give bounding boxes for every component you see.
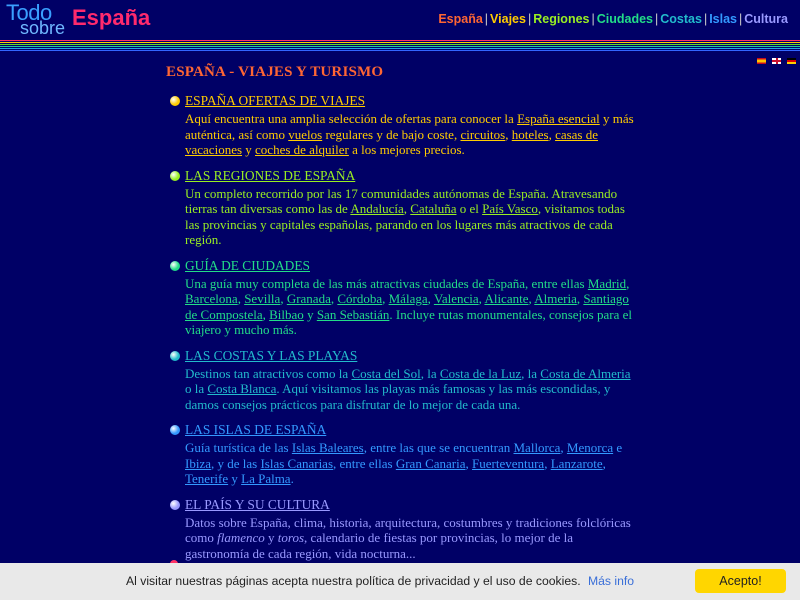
nav-separator: | <box>655 12 659 26</box>
body-text: , <box>602 455 606 471</box>
nav-separator: | <box>739 12 743 26</box>
inline-link[interactable]: Costa Blanca <box>207 381 277 396</box>
cookie-more-info-link[interactable]: Más info <box>587 574 635 588</box>
inline-link[interactable]: Tenerife <box>185 471 229 486</box>
body-text: y <box>242 142 256 157</box>
bullet-icon <box>170 351 180 361</box>
inline-link[interactable]: Alicante <box>484 291 529 306</box>
body-text: , la <box>521 365 541 381</box>
nav-link-islas[interactable]: Islas <box>709 12 737 26</box>
body-text: Datos sobre España, clima, historia, arquitectura, costumbres y tradiciones folclóricas como <box>185 514 631 545</box>
section-regiones <box>166 167 636 248</box>
header-stripe <box>0 44 800 45</box>
section-description <box>185 276 636 338</box>
inline-link[interactable]: casas de vacaciones <box>185 126 599 157</box>
nav-link-ciudades[interactable]: Ciudades <box>596 12 653 26</box>
bullet-icon <box>170 261 180 271</box>
body-text: regulares y de bajo coste, <box>322 126 461 142</box>
body-text: , <box>505 126 512 142</box>
logo-text-todo: Todo <box>6 0 52 25</box>
body-text: , entre las que se encuentran <box>363 440 514 455</box>
nav-link-españa[interactable]: España <box>438 12 483 26</box>
header-stripe <box>0 40 800 41</box>
body-text: , <box>560 440 567 455</box>
nav-link-regiones[interactable]: Regiones <box>533 12 590 26</box>
inline-link[interactable]: Santiago de Compostela <box>185 291 629 322</box>
body-text: , <box>427 291 434 306</box>
section-list <box>166 92 636 561</box>
body-text: y <box>303 306 317 322</box>
language-flags <box>757 58 796 64</box>
inline-link[interactable]: Fuerteventura <box>472 455 545 471</box>
section-description <box>185 186 636 248</box>
inline-link[interactable]: circuitos <box>460 126 506 142</box>
inline-link[interactable]: San Sebastián <box>316 306 390 322</box>
section-islas <box>166 421 636 487</box>
body-text: , <box>478 291 485 306</box>
inline-link[interactable]: Costa de Almeria <box>540 365 631 381</box>
body-text: y <box>228 471 242 486</box>
inline-link[interactable]: Andalucía <box>350 201 404 216</box>
inline-link[interactable]: Granada <box>286 291 331 306</box>
inline-link[interactable]: Málaga <box>388 291 428 306</box>
body-text: , <box>280 291 287 306</box>
inline-link[interactable]: Lanzarote <box>550 455 603 471</box>
inline-link[interactable]: Cataluña <box>410 201 457 216</box>
nav-separator: | <box>484 12 489 26</box>
body-text: Aquí encuentra una amplia selección de ofertas para conocer la <box>185 111 518 126</box>
nav-link-costas[interactable]: Costas <box>660 12 702 26</box>
header-stripe <box>0 42 800 43</box>
page-title: ESPAÑA - VIAJES Y TURISMO <box>166 64 384 80</box>
inline-link[interactable]: Barcelona <box>185 291 238 306</box>
body-text: , <box>237 291 245 306</box>
body-text: , la <box>420 365 440 381</box>
body-text: , <box>626 275 630 291</box>
body-text: , entre ellas <box>333 455 396 471</box>
section-description <box>185 440 636 487</box>
header-stripes <box>0 40 800 50</box>
cookie-message <box>126 574 634 588</box>
section-costas <box>166 347 636 413</box>
inline-link[interactable]: Valencia <box>433 291 479 306</box>
body-text: . Incluye rutas monumentales, consejos para el viajero y mucho más. <box>185 306 632 337</box>
bullet-icon <box>170 425 180 435</box>
flag-es-icon[interactable] <box>757 58 766 64</box>
inline-link[interactable]: coches de alquiler <box>255 142 349 157</box>
section-description <box>185 366 636 413</box>
emphasis-text: flamenco <box>217 530 265 545</box>
section-viajes <box>166 92 636 158</box>
body-text: , visitamos todas las provincias y capitales españolas, parando en los lugares más atractivos de cada región. <box>185 201 625 247</box>
inline-link[interactable]: España esencial <box>517 111 600 126</box>
section-description <box>185 111 636 158</box>
nav-link-cultura[interactable]: Cultura <box>744 12 788 26</box>
body-text: , <box>465 455 472 471</box>
body-text: , <box>544 455 551 471</box>
inline-link[interactable]: Ibiza <box>185 455 211 471</box>
section-title-link[interactable]: ESPAÑA OFERTAS DE VIAJES <box>185 93 366 108</box>
body-text: Destinos tan atractivos como la <box>185 365 352 381</box>
logo-text-sobre: sobre <box>20 18 66 38</box>
header-stripe <box>0 50 800 51</box>
body-text: , <box>576 291 584 306</box>
body-text: , <box>262 306 270 322</box>
body-text: , y de las <box>210 455 261 471</box>
body-text: , <box>382 291 389 306</box>
body-text: y <box>264 530 278 545</box>
body-text: a los mejores precios. <box>348 142 465 157</box>
bullet-icon <box>170 171 180 181</box>
body-text: e <box>613 440 623 455</box>
inline-link[interactable]: Mallorca <box>513 440 561 455</box>
body-text: y más auténtica, así como <box>185 111 634 142</box>
bullet-icon <box>170 96 180 106</box>
cookie-banner <box>0 563 800 600</box>
flag-de-icon[interactable] <box>787 58 796 64</box>
body-text: o el <box>456 201 483 216</box>
nav-separator: | <box>703 12 708 26</box>
nav-link-viajes[interactable]: Viajes <box>490 12 526 26</box>
inline-link[interactable]: Almeria <box>534 291 577 306</box>
main-content <box>166 64 636 570</box>
inline-link[interactable]: Islas Canarias <box>260 455 334 471</box>
inline-link[interactable]: Gran Canaria <box>395 455 466 471</box>
inline-link[interactable]: Islas Baleares <box>291 440 364 455</box>
bullet-icon <box>170 500 180 510</box>
section-cultura <box>166 496 636 562</box>
emphasis-text: toros <box>277 530 305 545</box>
cookie-text: Al visitar nuestras páginas acepta nuestra política de privacidad y el uso de cookies. <box>126 574 581 588</box>
body-text: Una guía muy completa de las más atractivas ciudades de España, entre ellas <box>185 275 588 291</box>
inline-link[interactable]: Costa de la Luz <box>439 365 522 381</box>
inline-link[interactable]: La Palma <box>241 471 291 486</box>
site-logo[interactable] <box>6 2 156 38</box>
body-text: , calendario de fiestas por provincias, lo mejor de la gastronomía de cada región, vida nocturna... <box>185 530 573 561</box>
body-text: , <box>548 126 556 142</box>
header-stripe <box>0 48 800 49</box>
inline-link[interactable]: Sevilla <box>244 291 281 306</box>
inline-link[interactable]: Menorca <box>566 440 614 455</box>
nav-separator: | <box>527 12 532 26</box>
site-header <box>0 0 800 40</box>
body-text: o la <box>185 381 208 396</box>
inline-link[interactable]: Madrid <box>587 275 627 291</box>
body-text: , <box>403 201 411 216</box>
cookie-accept-button[interactable]: Acepto! <box>695 569 786 593</box>
body-text: . <box>290 471 294 486</box>
body-text: . Aquí visitamos las playas más famosas y las más escondidas, y damos consejos prácticos para disfrutar de lo mejor de cada una. <box>185 381 611 412</box>
section-title-link[interactable]: GUÍA DE CIUDADES <box>185 257 310 273</box>
section-title-link[interactable]: LAS ISLAS DE ESPAÑA <box>185 422 327 437</box>
flag-en-icon[interactable] <box>772 58 781 64</box>
inline-link[interactable]: vuelos <box>288 126 323 142</box>
section-title-link[interactable]: LAS COSTAS Y LAS PLAYAS <box>185 347 358 363</box>
inline-link[interactable]: Costa del Sol <box>351 365 421 381</box>
body-text: Un completo recorrido por las 17 comunidades autónomas de España. Atravesando tierras tan diversas como las de <box>185 185 618 216</box>
inline-link[interactable]: País Vasco <box>482 201 538 216</box>
logo-text-brand: España <box>72 5 151 30</box>
top-navigation <box>438 12 788 26</box>
inline-link[interactable]: Bilbao <box>269 306 304 322</box>
body-text: Guía turística de las <box>185 440 292 455</box>
inline-link[interactable]: Córdoba <box>337 291 383 306</box>
section-description <box>185 515 636 562</box>
body-text: , <box>330 291 338 306</box>
header-stripe <box>0 46 800 47</box>
section-title-link[interactable]: EL PAÍS Y SU CULTURA <box>185 496 330 512</box>
section-title-link[interactable]: LAS REGIONES DE ESPAÑA <box>185 167 356 183</box>
section-ciudades <box>166 257 636 338</box>
inline-link[interactable]: hoteles <box>511 126 549 142</box>
nav-separator: | <box>591 12 595 26</box>
body-text: , <box>528 291 535 306</box>
